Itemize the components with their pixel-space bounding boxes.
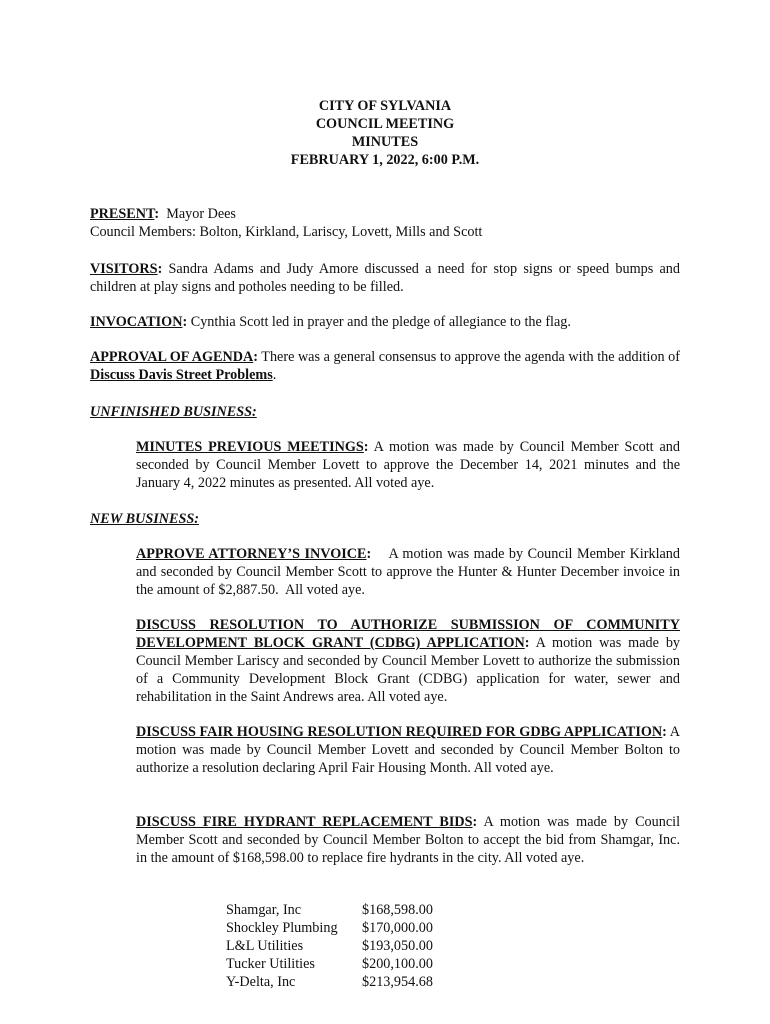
visitors-colon: : <box>157 261 163 277</box>
bid-amount: $193,050.00 <box>362 938 433 954</box>
fair-housing-section <box>136 723 680 777</box>
bid-name: Y-Delta, Inc <box>226 974 296 990</box>
fair-housing-text: A motion was made by Council Member Lovett and seconded by Council Member Bolton to authorize a resolution declaring April Fair Housing Month. All voted aye. <box>136 724 680 776</box>
present-colon: : <box>154 206 160 222</box>
new-business-heading <box>90 510 680 528</box>
approval-agenda-end: . <box>272 367 277 383</box>
fire-hydrant-colon: : <box>472 814 478 830</box>
bid-row <box>226 937 433 955</box>
fair-housing-label: DISCUSS FAIR HOUSING RESOLUTION REQUIRED FOR GDBG APPLICATION <box>136 724 663 740</box>
bid-row <box>226 901 433 919</box>
cdbg-section <box>136 616 680 706</box>
bid-name: Shamgar, Inc <box>226 902 302 918</box>
minutes-previous-section <box>136 438 680 492</box>
visitors-label: VISITORS <box>90 261 158 277</box>
approval-agenda-text: There was a general consensus to approve the agenda with the addition of <box>257 349 680 365</box>
present-council: Council Members: Bolton, Kirkland, Lariscy, Lovett, Mills and Scott <box>90 224 483 240</box>
new-business-title: NEW BUSINESS: <box>90 511 199 527</box>
attorney-invoice-label: APPROVE ATTORNEY’S INVOICE <box>136 546 367 562</box>
attorney-invoice-section <box>136 545 684 599</box>
visitors-section <box>90 260 680 296</box>
fire-hydrant-text: A motion was made by Council Member Scott and seconded by Council Member Bolton to accept the bid from Shamgar, Inc. in the amount of $168,598.00 to replace fire hydrants in the city. All voted aye. <box>136 814 681 866</box>
minutes-previous-text: A motion was made by Council Member Scott and seconded by Council Member Lovett to approve the December 14, 2021 minutes and the January 4, 2022 minutes as presented. All voted aye. <box>136 439 680 491</box>
document-header <box>0 97 770 169</box>
invocation-section <box>90 313 680 331</box>
invocation-label: INVOCATION <box>90 314 183 330</box>
fire-hydrant-label: DISCUSS FIRE HYDRANT REPLACEMENT BIDS <box>136 814 473 830</box>
present-label: PRESENT <box>90 206 155 222</box>
bid-name: Shockley Plumbing <box>226 920 338 936</box>
unfinished-business-title: UNFINISHED BUSINESS: <box>90 404 257 420</box>
bid-row <box>226 955 433 973</box>
bid-name: L&L Utilities <box>226 938 304 954</box>
attorney-invoice-colon: : <box>366 546 372 562</box>
bid-name: Tucker Utilities <box>226 956 315 972</box>
unfinished-business-heading <box>90 403 680 421</box>
minutes-previous-colon: : <box>363 439 369 455</box>
header-date: FEBRUARY 1, 2022, 6:00 P.M. <box>290 152 480 168</box>
cdbg-colon: : <box>524 635 530 651</box>
approval-agenda-section <box>90 348 680 384</box>
bid-amount: $200,100.00 <box>362 956 433 972</box>
header-minutes: MINUTES <box>351 134 419 150</box>
bid-row <box>226 919 433 937</box>
present-line <box>90 205 680 223</box>
approval-agenda-colon: : <box>253 349 258 365</box>
fire-hydrant-section <box>136 813 680 867</box>
bid-amount: $168,598.00 <box>362 902 433 918</box>
approval-agenda-addition: Discuss Davis Street Problems <box>90 367 273 383</box>
attorney-invoice-text: A motion was made by Council Member Kirkland and seconded by Council Member Scott to approve the Hunter & Hunter December invoice in the amount of $2,887.50. All voted aye. <box>136 546 684 598</box>
approval-agenda-label: APPROVAL OF AGENDA <box>90 349 254 365</box>
present-mayor: Mayor Dees <box>159 206 236 222</box>
present-section <box>90 205 680 241</box>
visitors-text: Sandra Adams and Judy Amore discussed a need for stop signs or speed bumps and children at play signs and potholes needing to be filled. <box>90 261 680 295</box>
bid-amount: $170,000.00 <box>362 920 433 936</box>
invocation-text: Cynthia Scott led in prayer and the pledge of allegiance to the flag. <box>187 314 571 330</box>
invocation-colon: : <box>182 314 188 330</box>
bid-amount: $213,954.68 <box>362 974 433 990</box>
cdbg-label: DISCUSS RESOLUTION TO AUTHORIZE SUBMISSION OF COMMUNITY DEVELOPMENT BLOCK GRANT (CDBG) APPLICATION <box>136 617 680 651</box>
header-city: CITY OF SYLVANIA <box>318 98 452 114</box>
header-meeting: COUNCIL MEETING <box>315 116 455 132</box>
fair-housing-colon: : <box>662 724 667 740</box>
bids-table <box>226 901 433 991</box>
minutes-previous-label: MINUTES PREVIOUS MEETINGS <box>136 439 364 455</box>
cdbg-text: A motion was made by Council Member Lariscy and seconded by Council Member Lovett to authorize the submission of a Community Development Block Grant (CDBG) application for water, sewer and rehabilitation in the Saint Andrews area. All voted aye. <box>136 635 681 705</box>
bid-row <box>226 973 433 991</box>
